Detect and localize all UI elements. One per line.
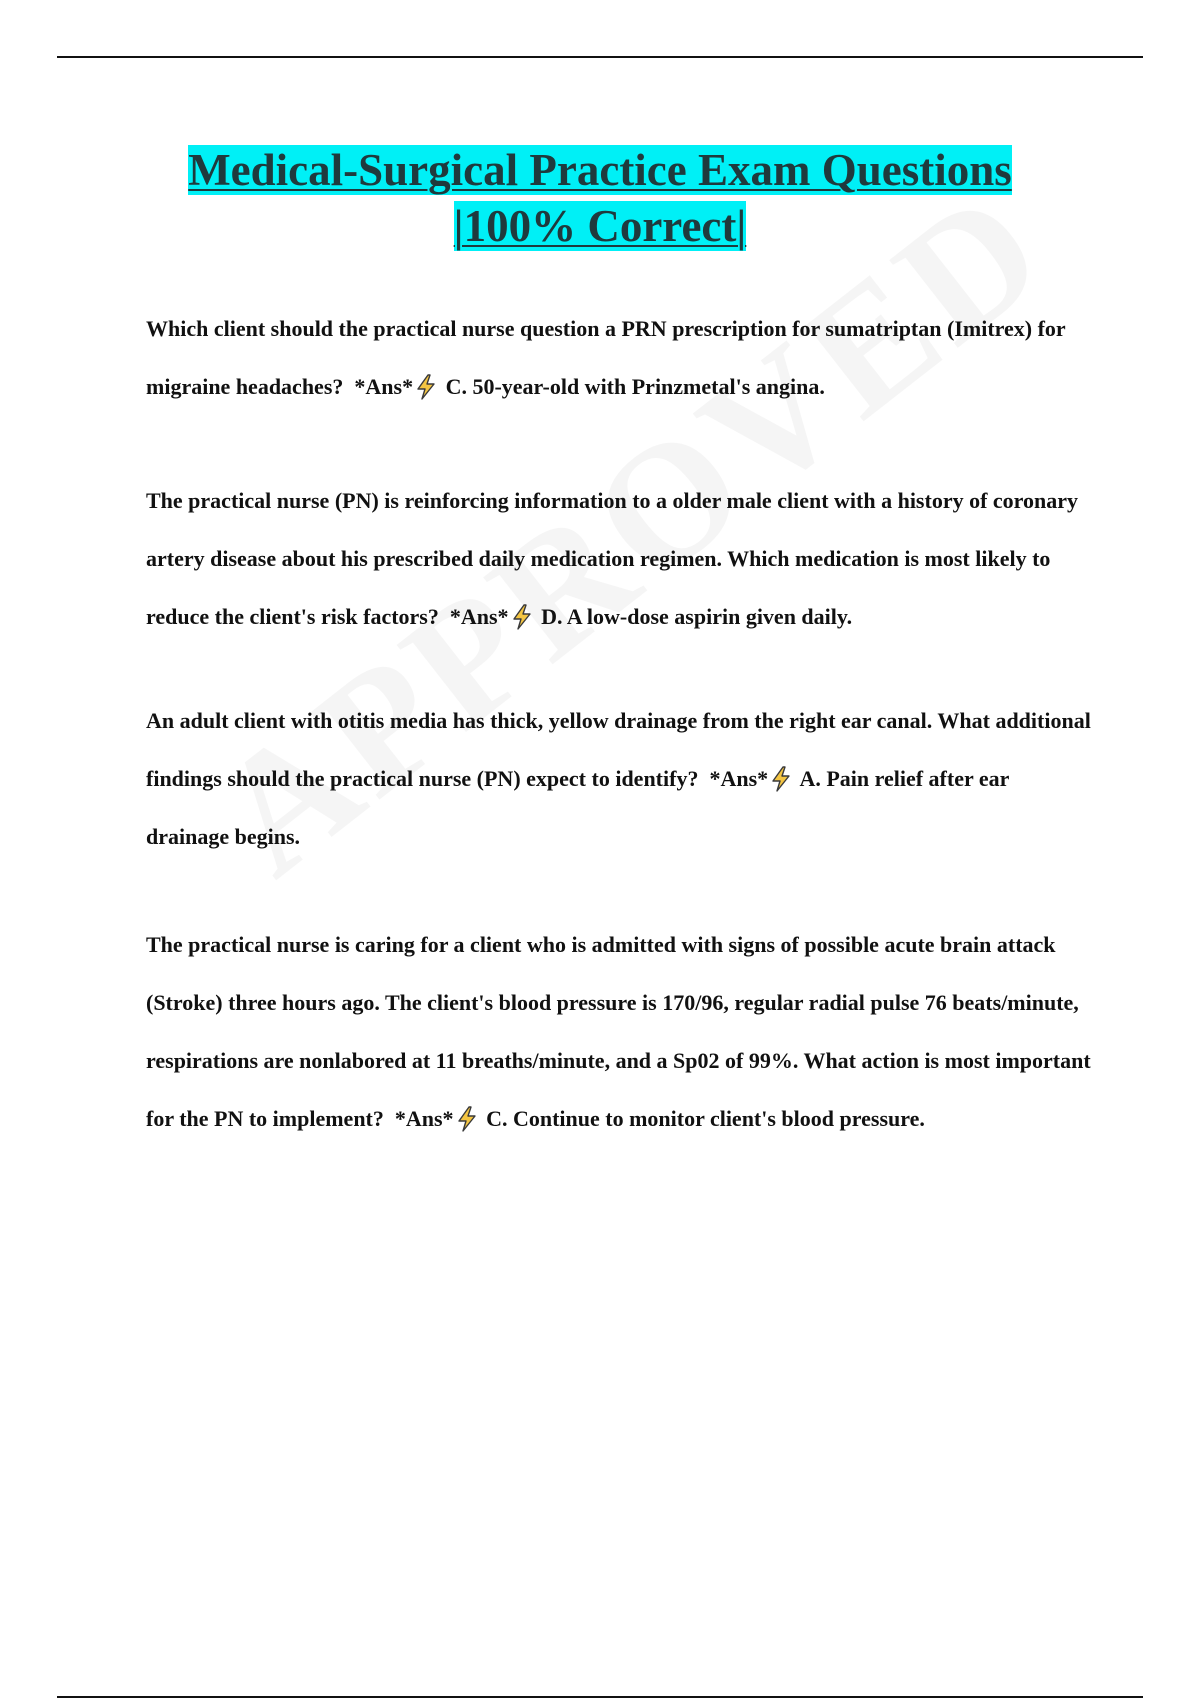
title-line-1: Medical-Surgical Practice Exam Questions [188, 145, 1012, 195]
answer-text: C. Continue to monitor client's blood pressure. [486, 1106, 925, 1131]
lightning-bolt-icon [455, 1106, 479, 1132]
question-text: Which client should the practical nurse question a PRN prescription for sumatriptan (Imitrex) for migraine headaches? [146, 316, 1066, 399]
title-line-2: |100% Correct| [453, 201, 747, 251]
answer-text: D. A low-dose aspirin given daily. [541, 604, 853, 629]
document-title [0, 142, 1200, 254]
lightning-bolt-icon [414, 374, 438, 400]
question-item [146, 916, 1096, 1148]
answer-text: A. Pain relief after ear drainage begins. [146, 766, 1009, 849]
header-rule [57, 56, 1143, 58]
question-text: The practical nurse is caring for a client who is admitted with signs of possible acute brain attack (Stroke) three hours ago. The client's blood pressure is 170/96, regular radial pulse 76 beats/minute, respirations are nonlabored at 11 breaths/minute, and a Sp02 of 99%. What action is most important for the PN to implement? [146, 932, 1091, 1131]
question-text: The practical nurse (PN) is reinforcing information to a older male client with a history of coronary artery disease about his prescribed daily medication regimen. Which medication is most likely to reduce the client's risk factors? [146, 488, 1079, 629]
answer-text: C. 50-year-old with Prinzmetal's angina. [445, 374, 825, 399]
lightning-bolt-icon [769, 766, 793, 792]
answer-marker: *Ans* [394, 1106, 454, 1131]
question-item [146, 300, 1096, 416]
answer-marker: *Ans* [449, 604, 509, 629]
question-text: An adult client with otitis media has thick, yellow drainage from the right ear canal. What additional findings should the practical nurse (PN) expect to identify? [146, 708, 1091, 791]
answer-marker: *Ans* [709, 766, 769, 791]
question-item [146, 692, 1096, 866]
footer-rule [57, 1696, 1143, 1698]
question-list [146, 300, 1096, 1204]
lightning-bolt-icon [510, 604, 534, 630]
question-item [146, 472, 1096, 646]
answer-marker: *Ans* [354, 374, 414, 399]
